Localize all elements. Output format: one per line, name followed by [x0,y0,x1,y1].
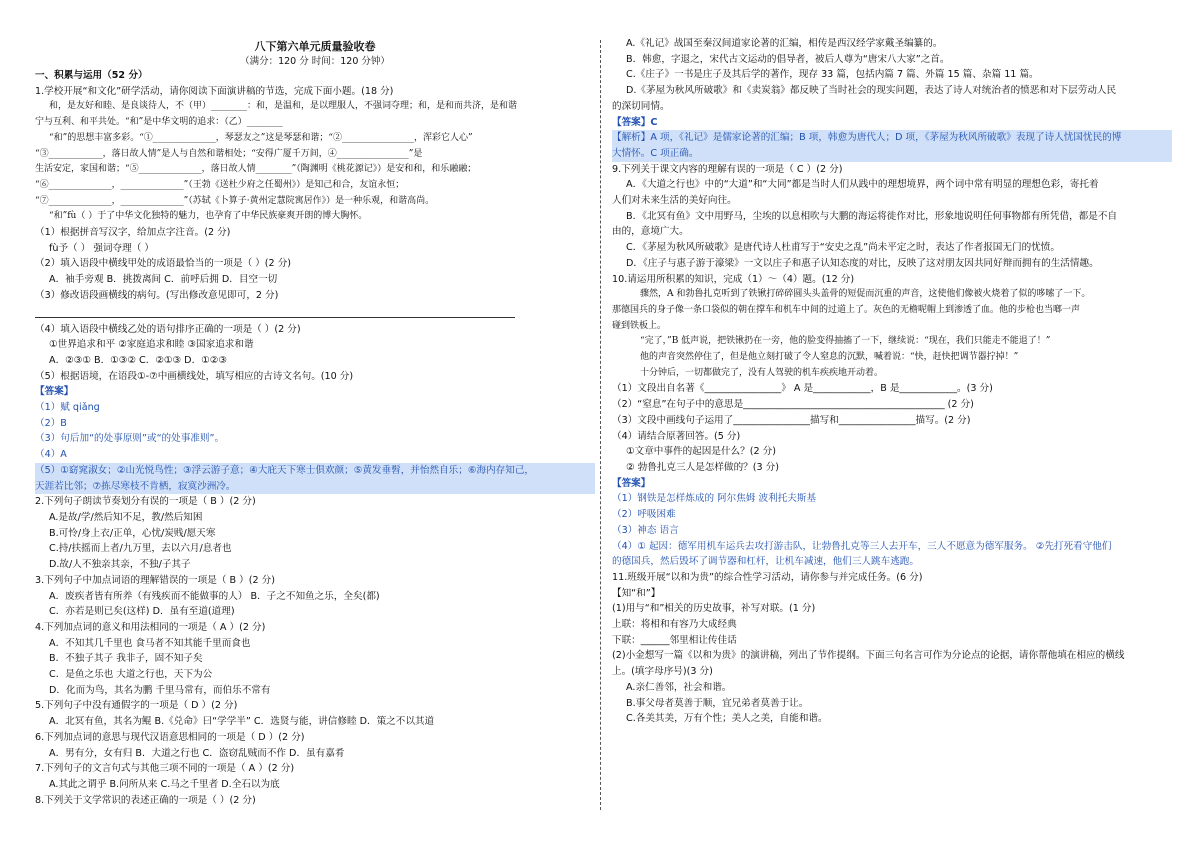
left-line: A．北冥有鱼，其名为鲲 B.《兑命》曰“学学半” C．选贤与能，讲信修睦 D．策之不以其道 [49,716,435,728]
left-line: B.可怜/身上衣/正单，心忧/炭贱/愿天寒 [49,527,216,539]
right-line: （4）请结合原著回答。(5 分) [612,430,741,442]
left-line: （3）修改语段画横线的病句。(写出修改意见即可，2 分) [35,289,279,301]
right-line: （1）钢铁是怎样炼成的 阿尔焦姆 波利托夫斯基 [612,493,817,505]
right-line: 的深切同情。 [612,100,670,112]
right-line: （3）文段中画线句子运用了________________描写和________________描写。(2 分) [612,414,971,426]
right-line: 大情怀。C 项正确。 [612,146,1172,162]
right-line: (2)小金想写一篇《以和为贵》的演讲稿，列出了节作提纲。下面三句名言可作为分论点的论据，请你帮他填在相应的横线 [612,650,1125,662]
right-line: 【答案】 [612,477,651,489]
left-line: “和”fù（ ）于了中华文化独特的魅力，也孕育了中华民族豪爽开朗的博大胸怀。 [49,211,368,222]
left-line: （1）根据拼音写汉字，给加点字注音。(2 分) [35,227,231,239]
right-line: 那德国兵的身子像一条口袋似的朝在撑车和机车中间的过道上了。灰色的无檐呢帽上到渗透了血。他的步枪也当啷一声 [612,304,1081,315]
left-line: 和，是友好和睦、是良谈待人，不（甲）________：和，是温和，是以理服人，不强词夺理；和，是和而共济，是和谐 [49,101,518,112]
left-line: 2.下列句子朗读节奏划分有误的一项是（ B ）(2 分) [35,496,256,508]
right-line: D.《茅屋为秋风所破歌》和《卖炭翁》都反映了当时社会的现实问题，表达了诗人对统治者的愤恶和对下层劳动人民 [626,85,1117,97]
left-line: 天涯若比邻；⑦拣尽寒枝不肯栖，寂寞沙洲冷。 [35,479,595,495]
right-line: C．《茅屋为秋风所破歌》是唐代诗人杜甫写于“安史之乱”尚未平定之时，表达了作者报国无门的忧愤。 [626,242,1060,254]
right-line: （2）“窒息”在句子中的意思是__________________________________________ (2 分) [612,399,974,411]
right-line: B.事父母者莫善于顺，宜兄弟者莫善于让。 [626,697,809,709]
answer-line[interactable] [35,307,515,318]
left-line: 6.下列加点词的意思与现代汉语意思相同的一项是（ D ）(2 分) [35,731,305,743]
right-line: 人们对未来生活的美好向往。 [612,195,737,207]
right-line: ② 勃鲁扎克三人是怎样做的？(3 分) [626,461,780,473]
right-line: B．韩愈，字退之，宋代古文运动的倡导者，被后人尊为“唐宋八大家”之首。 [626,53,950,65]
left-line: （3）句后加“的处事原则”或“的处事准则”。 [35,433,225,445]
left-line: D．化而为鸟，其名为鹏 千里马常有，而伯乐不常有 [49,684,271,696]
left-line: 7.下列句子的文言句式与其他三项不同的一项是（ A ）(2 分) [35,763,295,775]
right-line: A.亲仁善邻，社会和谐。 [626,681,732,693]
right-line: 9.下列关于课文内容的理解有误的一项是（ C ）(2 分) [612,163,843,175]
left-line: A．袖手旁观 B．挑拨离间 C．前呼后拥 D．目空一切 [49,274,278,286]
left-line: B．不独子其子 我非子，固不知子矣 [49,653,203,665]
right-line: 的德国兵，然后毁坏了调节器和杠杆，让机车减速，他们三人跳车逃跑。 [612,556,919,568]
right-line: 10.请运用所积累的知识，完成（1）～（4）题。(12 分) [612,273,855,285]
left-line: fù予（ ） 强词夺理（ ） [49,242,154,254]
left-line: D.故/人不独亲其亲，不独/子其子 [49,559,191,571]
right-line: （4）① 起因：德军用机车运兵去攻打游击队，让勃鲁扎克等三人去开车，三人不愿意为德军服务。 ②先打死看守他们 [612,540,1112,552]
left-line: C.持/扶摇而上者/九万里，去以六月/息者也 [49,543,232,555]
right-line: （2）呼吸困难 [612,509,676,521]
left-line: （1）赋 qiǎng [35,402,100,414]
left-line: （2）填入语段中横线甲处的成语最恰当的一项是（ ）(2 分) [35,258,292,270]
left-line: 1.学校开展“和文化”研学活动，请你阅读下面演讲稿的节选，完成下面小题。(18 分) [35,85,394,97]
right-line: C.各美其美，万有个性；美人之美，自能和谐。 [626,713,828,725]
right-line: (1)用与“和”相关的历史故事，补写对联。(1 分) [612,603,816,615]
left-line: A．不知其几千里也 食马者不知其能千里而食也 [49,637,251,649]
left-line: 5.下列句子中没有通假字的一项是（ D ）(2 分) [35,700,238,712]
left-line: A.其此之谓乎 B.问所从来 C.马之千里者 D.全石以为底 [49,778,280,790]
right-line: 骤然，A 和勃鲁扎克听到了铁锹打碎碎圆头头盖骨的短促而沉重的声音，这使他们像被火烧着了似的哆嗦了一下。 [640,289,1091,300]
right-line: A．《大道之行也》中的“大道”和“大同”都是当时人们从践中的理想境界，两个词中常有明显的理想色彩，寄托着 [626,179,1099,191]
left-line: 3.下列句子中加点词语的理解错误的一项是（ B ）(2 分) [35,574,275,586]
right-line: 上。(填字母序号)(3 分) [612,666,713,678]
right-line: 碰到铁板上。 [612,320,667,331]
left-line: “③____________，落日故人情”是人与自然和谐相处；“安得广厦千万间，④________________”是 [35,148,423,159]
left-column [35,68,595,808]
page-title: 八下第六单元质量验收卷 [254,40,376,53]
left-line: A．男有分，女有归 B．大道之行也 C．盗窃乱贼而不作 D．虽有嘉肴 [49,747,345,759]
right-line: 上联：将相和有容乃大成经典 [612,619,737,631]
right-line: 【知“和”】 [612,587,661,599]
right-line: （3）神态 语言 [612,524,679,536]
left-line: （4）填入语段中横线乙处的语句排序正确的一项是（ ）(2 分) [35,323,301,335]
right-line: 下联：______邻里相让传佳话 [612,634,737,646]
right-line: ①文章中事件的起因是什么？(2 分) [626,446,776,458]
page-subtitle: （满分：120 分 时间：120 分钟） [240,56,390,67]
left-line: 生活安定，家国和谐；“⑤______________，落日故人情________”（陶渊明《桃花源记》）是安和和，和乐融融； [35,164,477,175]
right-line: C.《庄子》一书是庄子及其后学的著作，现存 33 篇，包括内篇 7 篇、外篇 15 篇、杂篇 11 篇。 [626,69,1039,81]
left-line: 8.下列关于文学常识的表述正确的一项是（ ）(2 分) [35,794,256,806]
right-line: 由的，意境广大。 [612,226,689,238]
right-line: “完了，”B 低声说，把铁锹扔在一旁，他的脸变得抽搐了一下，继续说：“现在，我们只能走不能退了！” [640,336,1051,347]
left-line: 宁与互利、和平共处。“和”是中华文明的追求：（乙）________ [35,117,283,128]
left-line: ①世界追求和平 ②家庭追求和睦 ③国家追求和谐 [49,339,254,351]
left-line: 一、积累与运用（52 分） [35,70,148,81]
right-column [612,36,1172,727]
right-line: 【答案】C [612,116,658,128]
left-line: C．亦若是则已矣(这样) D．虽有至道(道理) [49,606,235,618]
left-line: （5）①窈窕淑女；②山光悦鸟性；③浮云游子意；④大庇天下寒士俱欢颜；⑤黄发垂髫，并怡然自乐；⑥海内存知己， [35,463,595,479]
left-line: “⑦______________，______________”（苏轼《卜算子·黄州定慧院寓居作》）是一种乐观，和谐高尚。 [35,195,435,206]
left-line: （5）根据语境，在语段①-⑦中画横线处，填写相应的古诗文名句。(10 分) [35,370,354,382]
right-line: D．《庄子与惠子游于濠梁》一文以庄子和惠子认知态度的对比，反映了这对朋友因共同好辩而拥有的生活情趣。 [626,257,1099,269]
column-divider [600,40,601,810]
right-line: 【解析】A 项，《礼记》是儒家论著的汇编；B 项，韩愈为唐代人；D 项，《茅屋为秋风所破歌》表现了诗人忧国忧民的博 [612,130,1172,146]
left-line: （2）B [35,417,67,429]
right-line: 他的声音突然停住了，但是他立刻打破了令人窒息的沉默，喊着说：“快，赶快把调节器拧掉！” [640,352,1019,363]
left-line: “和”的思想丰富多彩。“①______________，琴瑟友之”这是琴瑟和谐；“②________________，浑彩它人心” [49,132,473,143]
right-line: （1）文段出自名著《________________》 A 是____________，B 是____________。(3 分) [612,383,993,395]
right-line: B．《北冥有鱼》文中用野马，尘埃的以息相吹与大鹏的海运将徙作对比，形象地说明任何事物都有所凭借，都是不自 [626,210,1118,222]
right-line: A.《礼记》战国至秦汉间道家论著的汇编，相传是西汉经学家戴圣编纂的。 [626,38,943,49]
left-line: （4）A [35,449,67,461]
left-line: “⑥______________，______________”（王勃《送杜少府之任蜀州》）是知己和合，友谊永恒； [35,179,405,190]
left-line: A.是故/学/然后知不足，教/然后知困 [49,511,203,523]
left-line: C．是鱼之乐也 大道之行也，天下为公 [49,669,213,681]
right-line: 11.班级开展“以和为贵”的综合性学习活动，请你参与并完成任务。(6 分) [612,571,923,583]
left-line: 【答案】 [35,386,74,398]
left-line: A．②③① B．①③② C．②①③ D．①②③ [49,354,227,366]
left-line: 4.下列加点词的意义和用法相同的一项是（ A ）(2 分) [35,621,266,633]
left-line: A．废疾者皆有所养（有残疾而不能做事的人） B．子之不知鱼之乐，全矣(都) [49,590,380,602]
right-line: 十分钟后，一切都做完了，没有人驾驶的机车疾疾地开动着。 [640,367,884,378]
